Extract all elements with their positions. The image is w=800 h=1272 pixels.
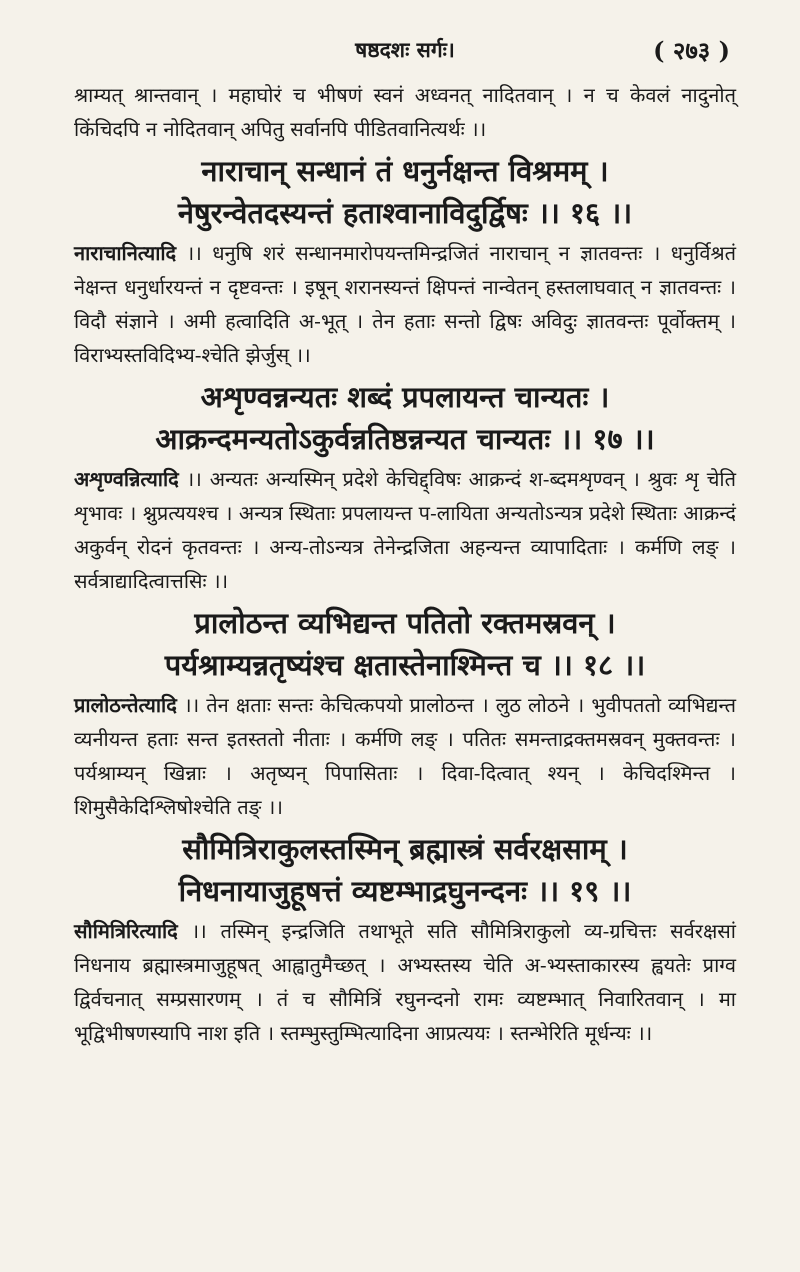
verse-line: सौमित्रिराकुलस्तस्मिन् ब्रह्मास्त्रं सर्वरक्षसाम् । <box>182 832 628 866</box>
verse-line: अशृण्वन्नन्यतः शब्दं प्रपलायन्त चान्यतः । <box>200 380 610 414</box>
commentary-text: ।। अन्यतः अन्यस्मिन् प्रदेशे केचिद्द्विषः आक्रन्दं श-ब्दमशृण्वन् । श्रुवः शृ चेति शृभावः । श्नुप्रत्ययश्च । अन्यत्र स्थिताः प्रपलायन्त प-लायिता अन्यतोऽन्यत्र प्रदेशे स्थिताः आक्रन्दं अकुर्वन् रोदनं कृतवन्तः । अन्य-तोऽन्यत्र तेनेन्द्रजिता अहन्यन्त व्यापादिताः । कर्मणि लङ् । सर्वत्राद्यादित्वात्तसिः ।। <box>74 467 736 593</box>
commentary-paragraph <box>74 236 736 372</box>
commentary-lead-word: नाराचानित्यादि <box>74 241 177 265</box>
commentary-lead-word: प्रालोठन्तेत्यादि <box>74 693 177 717</box>
commentary-paragraph <box>74 462 736 598</box>
running-title: षष्ठदशः सर्गः। <box>355 37 455 62</box>
verse-line: निधनायाजुहूषत्तं व्यष्टम्भाद्रघुनन्दनः ।। १९ ।। <box>178 874 632 908</box>
verse-line: नाराचान् सन्धानं तं धनुर्नक्षन्त विश्रमम् । <box>201 154 609 188</box>
verse-block <box>74 376 736 460</box>
verse-block <box>74 828 736 912</box>
verse-block <box>74 602 736 686</box>
verse-line: पर्यश्राम्यन्नतृष्यंश्च क्षतास्तेनाश्मिन्त च ।। १८ ।। <box>164 648 646 682</box>
commentary-body <box>74 78 736 1050</box>
commentary-text: ।। धनुषि शरं सन्धानमारोपयन्तमिन्द्रजितं नाराचान् न ज्ञातवन्तः । धनुर्विश्रतं नेक्षन्त धनुर्धारयन्तं न दृष्टवन्तः । इषून् शरानस्यन्तं क्षिपन्तं नान्वेतन् हस्तलाघवात् न ज्ञातवन्तः । विदौ संज्ञाने । अमी हत्वादिति अ-भूत् । तेन हताः सन्तो द्विषः अविदुः ज्ञातवन्तः पूर्वोक्तम् । विराभ्यस्तविदिभ्य-श्चेति झेर्जुस् ।। <box>74 241 737 367</box>
commentary-text: श्राम्यत् श्रान्तवान् । महाघोरं च भीषणं स्वनं अध्वनत् नादितवान् । न च केवलं नादुनोत् किंचिदपि न नोदितवान् अपितु सर्वानपि पीडितवानित्यर्थः ।। <box>74 83 736 141</box>
page-header <box>74 36 736 70</box>
commentary-paragraph <box>74 688 736 824</box>
verse-line: नेषुरन्वेतदस्यन्तं हताश्वानाविदुर्द्विषः ।। १६ ।। <box>177 196 633 230</box>
commentary-text: ।। तेन क्षताः सन्तः केचित्कपयो प्रालोठन्त । लुठ लोठने । भुवीपततो व्यभिद्यन्त व्यनीयन्त हताः सन्त इतस्ततो नीताः । कर्मणि लङ् । पतितः समन्ताद्रक्तमस्रवन् मुक्तवन्तः । पर्यश्राम्यन् खिन्नाः । अतृष्यन् पिपासिताः । दिवा-दित्वात् श्यन् । केचिदश्मिन्त । शिमुसैकेदिश्लिषोश्चेति तङ् ।। <box>74 693 736 819</box>
page-number: ( २७३ ) <box>653 36 730 65</box>
verse-line: प्रालोठन्त व्यभिद्यन्त पतितो रक्तमस्रवन् । <box>194 606 616 640</box>
verse-block <box>74 150 736 234</box>
commentary-lead-word: अशृण्वन्नित्यादि <box>74 467 179 491</box>
commentary-text: ।। तस्मिन् इन्द्रजिति तथाभूते सति सौमित्रिराकुलो व्य-ग्रचित्तः सर्वरक्षसां निधनाय ब्रह्मास्त्रमाजुहूषत् आह्वातुमैच्छत् । अभ्यस्तस्य चेति अ-भ्यस्ताकारस्य ह्वयतेः प्राग्व द्विर्वचनात् सम्प्रसारणम् । तं च सौमित्रिं रघुनन्दनो रामः व्यष्टम्भात् निवारितवान् । मा भूद्विभीषणस्यापि नाश इति । स्तम्भुस्तुम्भित्यादिना आप्रत्ययः । स्तन्भेरिति मूर्धन्यः ।। <box>74 919 736 1045</box>
commentary-paragraph <box>74 914 736 1050</box>
commentary-paragraph <box>74 78 736 146</box>
verse-line: आक्रन्दमन्यतोऽकुर्वन्नतिष्ठन्नन्यत चान्यतः ।। १७ ।। <box>155 422 655 456</box>
commentary-lead-word: सौमित्रिरित्यादि <box>74 919 178 943</box>
